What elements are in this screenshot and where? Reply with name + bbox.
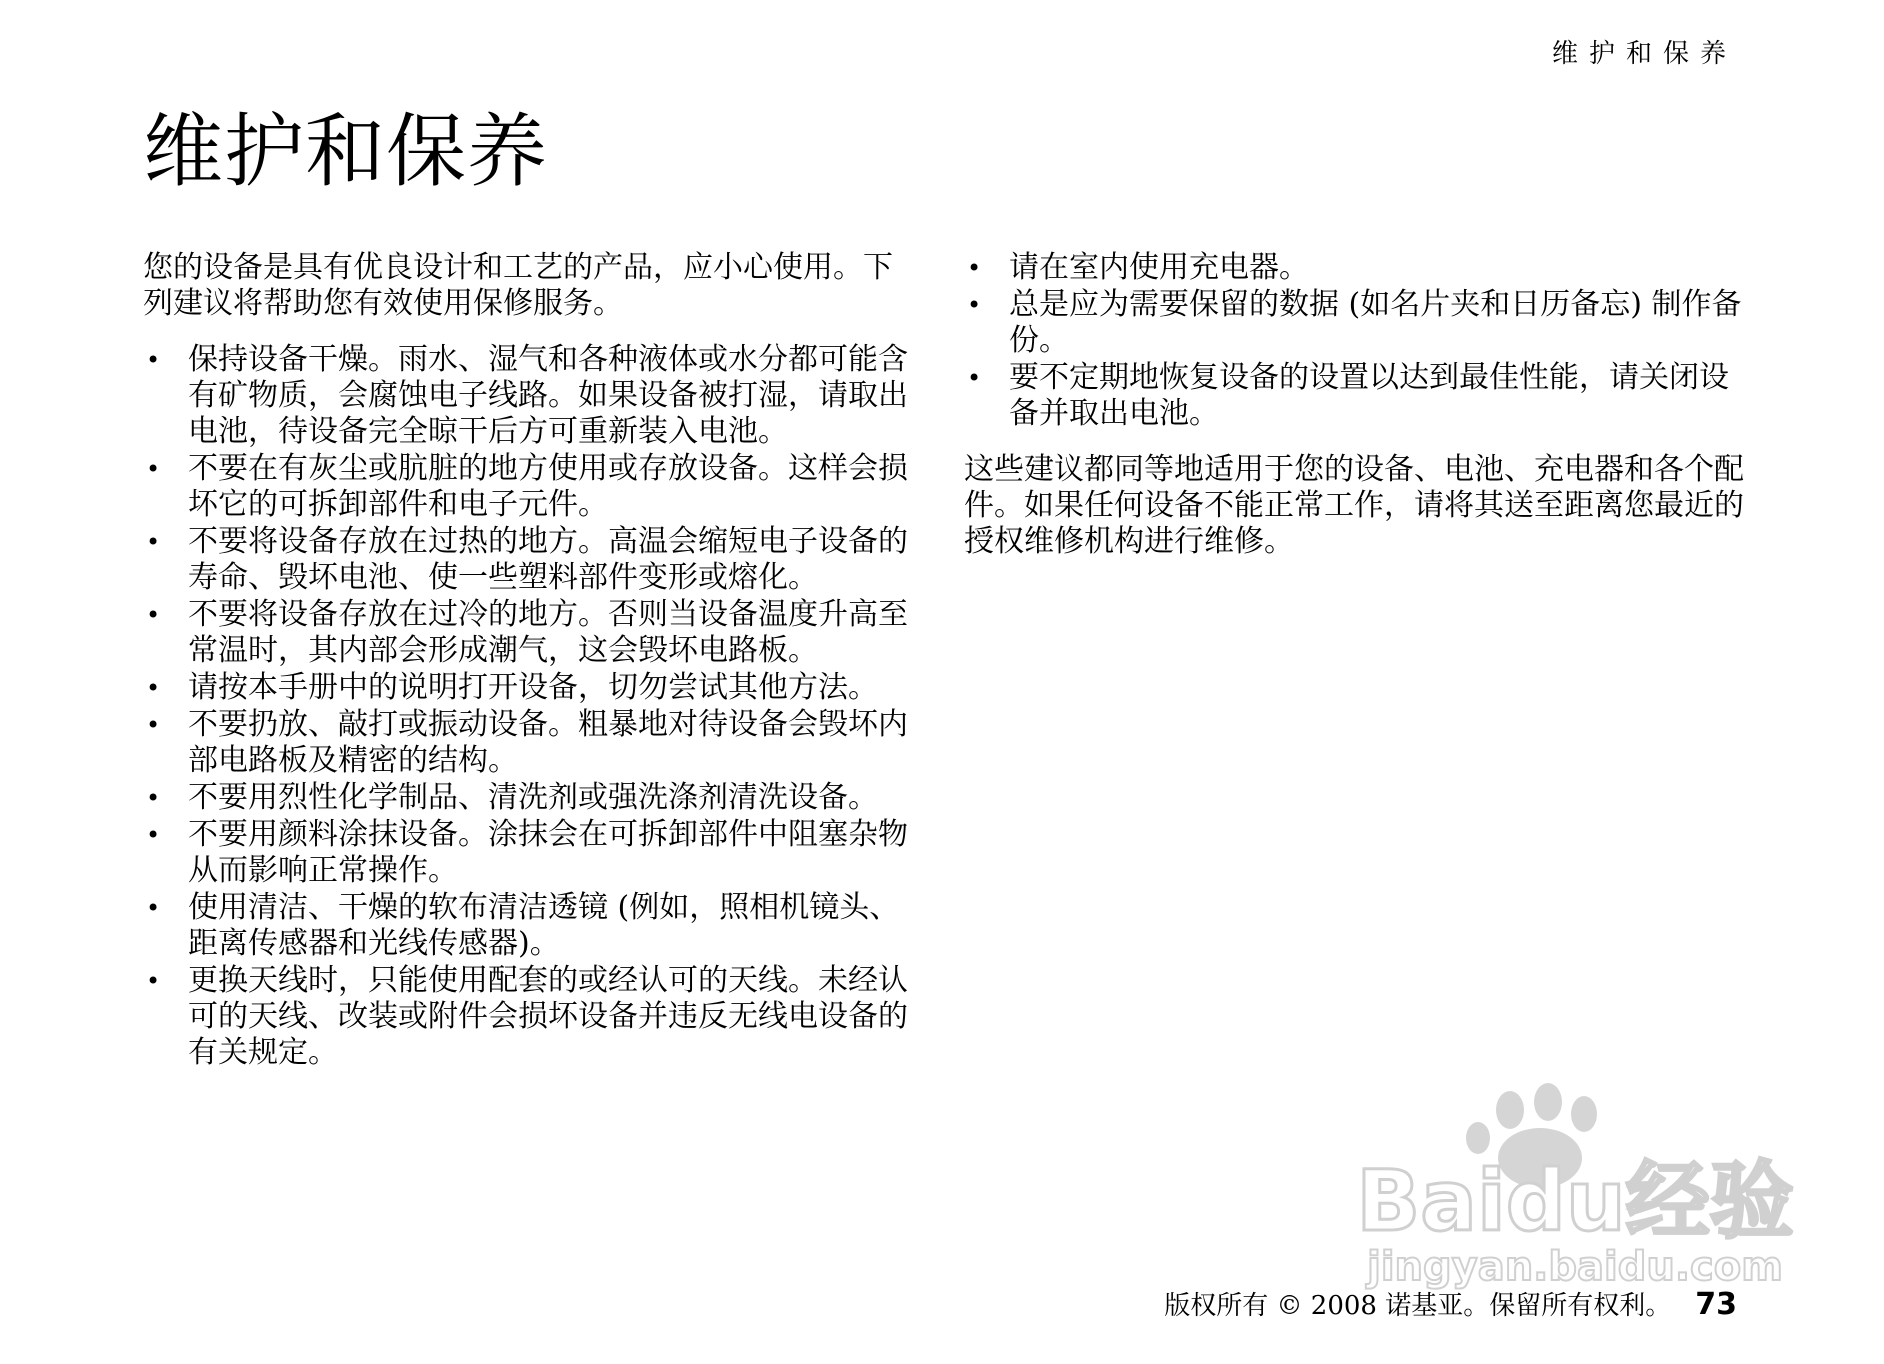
watermark-url: jingyan.baidu.com — [1367, 1244, 1783, 1290]
bullet-icon: • — [146, 784, 161, 812]
list-item — [964, 287, 1744, 359]
list-item — [143, 890, 913, 962]
list-item — [964, 360, 1744, 432]
list-item — [143, 780, 913, 816]
list-item-text: 不要将设备存放在过热的地方。高温会缩短电子设备的寿命、毁坏电池、使一些塑料部件变形或熔化。 — [188, 524, 908, 595]
watermark-brand: Baidu经验 — [1356, 1152, 1794, 1250]
list-item — [143, 597, 913, 669]
list-item-text: 不要将设备存放在过冷的地方。否则当设备温度升高至常温时，其内部会形成潮气，这会毁坏电路板。 — [188, 597, 908, 668]
bullet-icon: • — [146, 711, 161, 739]
copyright-notice: 版权所有 © 2008 诺基亚。保留所有权利。 — [1164, 1291, 1672, 1321]
bullet-icon: • — [967, 364, 982, 392]
list-item — [143, 342, 913, 450]
care-tips-list-continued — [964, 250, 1744, 432]
list-item-text: 保持设备干燥。雨水、湿气和各种液体或水分都可能含有矿物质，会腐蚀电子线路。如果设备被打湿，请取出电池，待设备完全晾干后方可重新装入电池。 — [188, 342, 908, 449]
intro-paragraph: 您的设备是具有优良设计和工艺的产品，应小心使用。下列建议将帮助您有效使用保修服务。 — [143, 250, 893, 321]
bullet-icon: • — [146, 674, 161, 702]
list-item-text: 更换天线时，只能使用配套的或经认可的天线。未经认可的天线、改装或附件会损坏设备并违反无线电设备的有关规定。 — [188, 963, 908, 1070]
care-tips-list — [143, 342, 913, 1071]
page-title: 维护和保养 — [143, 105, 548, 198]
list-item-text: 请在室内使用充电器。 — [1009, 250, 1309, 285]
list-item-text: 不要用烈性化学制品、清洗剂或强洗涤剂清洗设备。 — [188, 780, 878, 815]
list-item-text: 不要扔放、敲打或振动设备。粗暴地对待设备会毁坏内部电路板及精密的结构。 — [188, 707, 908, 778]
list-item — [143, 963, 913, 1071]
page-footer — [1164, 1288, 1737, 1323]
list-item-text: 要不定期地恢复设备的设置以达到最佳性能，请关闭设备并取出电池。 — [1009, 360, 1729, 431]
list-item — [143, 707, 913, 779]
bullet-icon: • — [967, 254, 982, 282]
list-item-text: 使用清洁、干燥的软布清洁透镜 (例如，照相机镜头、距离传感器和光线传感器)。 — [188, 890, 900, 961]
list-item-text: 总是应为需要保留的数据 (如名片夹和日历备忘) 制作备份。 — [1009, 287, 1742, 358]
baidu-jingyan-watermark — [1340, 1080, 1810, 1290]
list-item-text: 不要在有灰尘或肮脏的地方使用或存放设备。这样会损坏它的可拆卸部件和电子元件。 — [188, 451, 908, 522]
bullet-icon: • — [146, 894, 161, 922]
list-item — [143, 524, 913, 596]
bullet-icon: • — [146, 455, 161, 483]
list-item-text: 不要用颜料涂抹设备。涂抹会在可拆卸部件中阻塞杂物从而影响正常操作。 — [188, 817, 908, 888]
closing-paragraph: 这些建议都同等地适用于您的设备、电池、充电器和各个配件。如果任何设备不能正常工作，请将其送至距离您最近的授权维修机构进行维修。 — [964, 452, 1744, 559]
list-item-text: 请按本手册中的说明打开设备，切勿尝试其他方法。 — [188, 670, 878, 705]
bullet-icon: • — [146, 821, 161, 849]
bullet-icon: • — [967, 291, 982, 319]
list-item — [964, 250, 1744, 286]
list-item — [143, 670, 913, 706]
list-item — [143, 817, 913, 889]
left-column — [143, 250, 913, 1091]
bullet-icon: • — [146, 346, 161, 374]
running-header: 维护和保养 — [1551, 39, 1737, 69]
right-column — [964, 250, 1744, 580]
page-number: 73 — [1695, 1287, 1737, 1322]
bullet-icon: • — [146, 528, 161, 556]
bullet-icon: • — [146, 967, 161, 995]
bullet-icon: • — [146, 601, 161, 629]
list-item — [143, 451, 913, 523]
